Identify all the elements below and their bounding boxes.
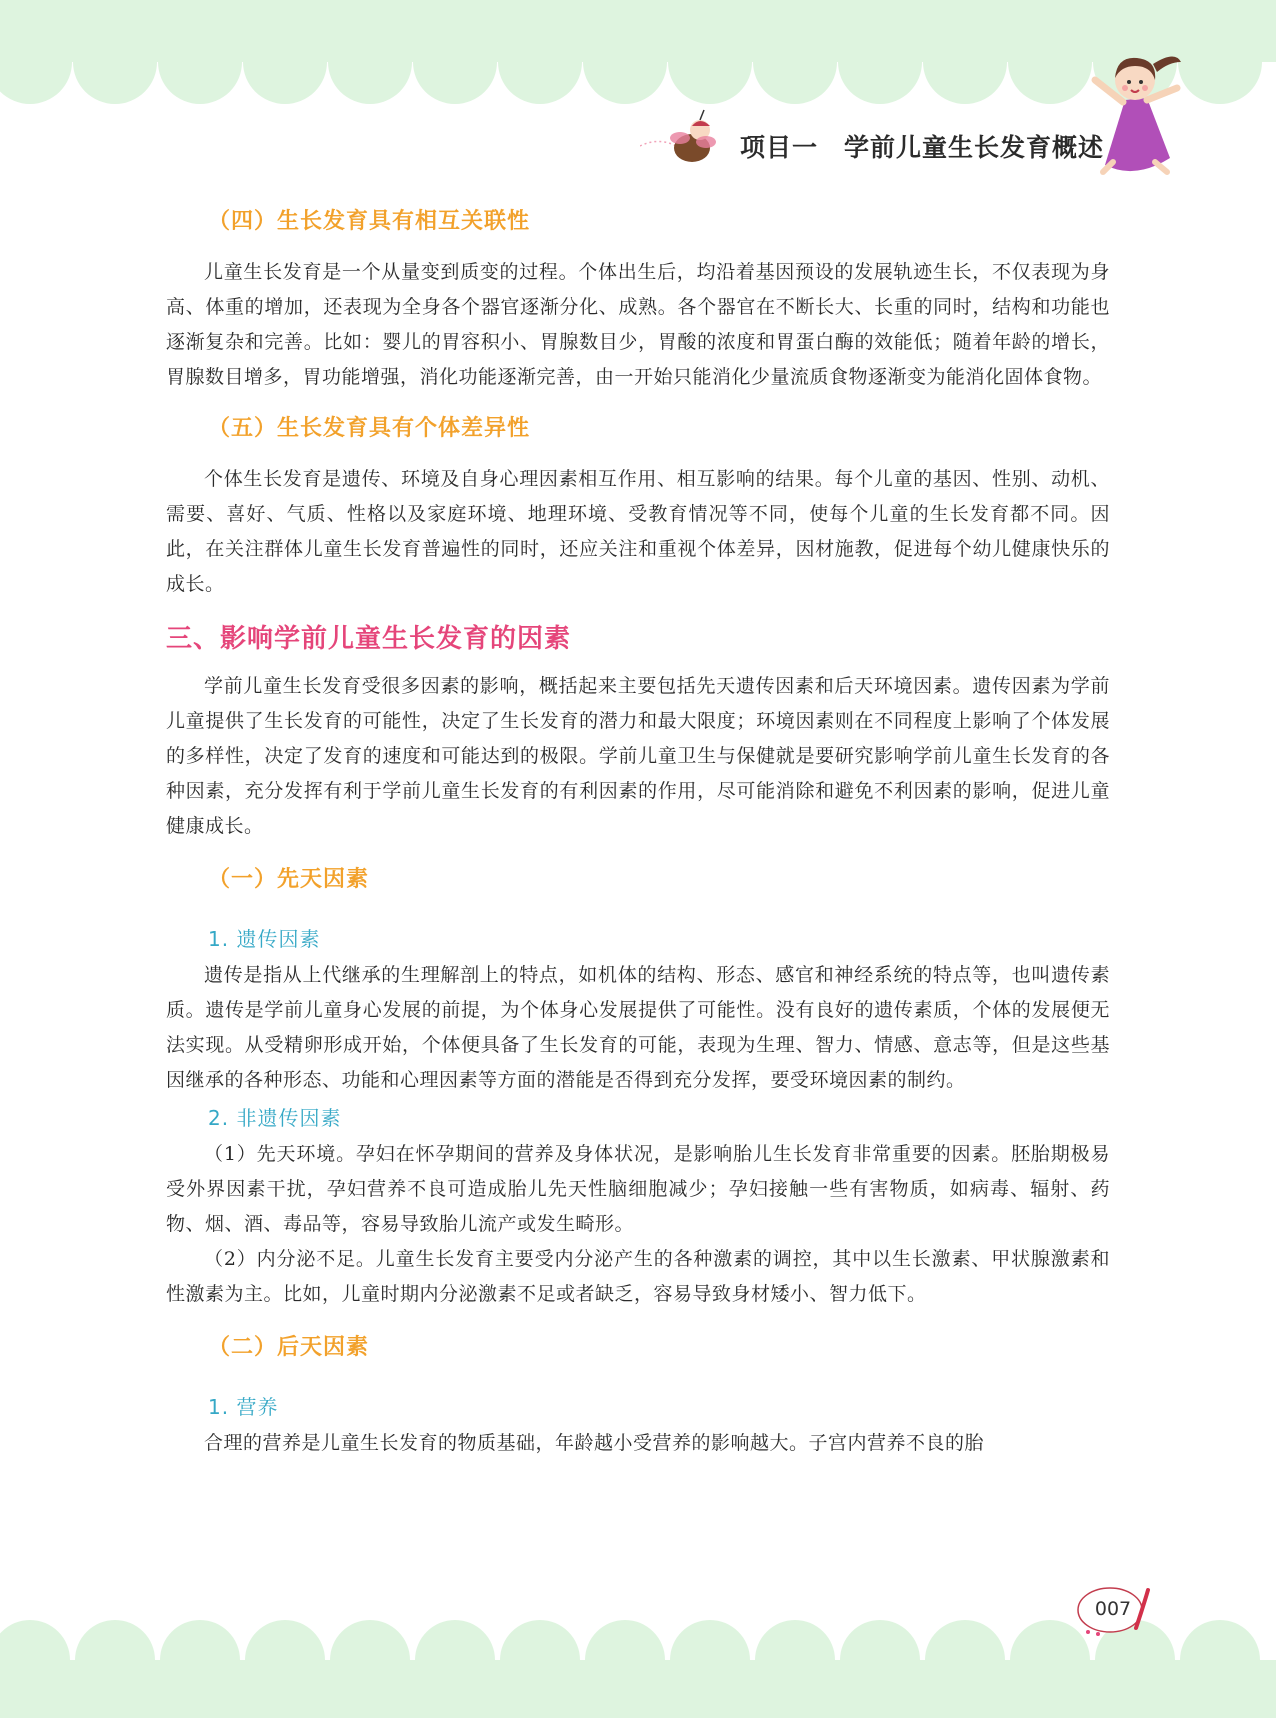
page-number: 007 <box>1094 1598 1132 1620</box>
subsection-heading-1: （一）先天因素 <box>208 867 370 892</box>
page-content <box>166 204 1110 1461</box>
section-heading-5: （五）生长发育具有个体差异性 <box>208 416 531 441</box>
chapter-heading-3: 三、影响学前儿童生长发育的因素 <box>166 624 572 654</box>
paragraph: 儿童生长发育是一个从量变到质变的过程。个体出生后，均沿着基因预设的发展轨迹生长，不仅表现为身高、体重的增加，还表现为全身各个器官逐渐分化、成熟。各个器官在不断长大、长重的同时，结构和功能也逐渐复杂和完善。比如：婴儿的胃容积小、胃腺数目少，胃酸的浓度和胃蛋白酶的效能低；随着年龄的增长，胃腺数目增多，胃功能增强，消化功能逐渐完善，由一开始只能消化少量流质食物逐渐变为能消化固体食物。 <box>166 261 1110 388</box>
paragraph: 学前儿童生长发育受很多因素的影响，概括起来主要包括先天遗传因素和后天环境因素。遗传因素为学前儿童提供了生长发育的可能性，决定了生长发育的潜力和最大限度；环境因素则在不同程度上影响了个体发展的多样性，决定了发育的速度和可能达到的极限。学前儿童卫生与保健就是要研究影响学前儿童生长发育的各种因素，充分发挥有利于学前儿童生长发育的有利因素的作用，尽可能消除和避免不利因素的影响，促进儿童健康成长。 <box>166 675 1110 837</box>
running-header <box>740 128 1105 164</box>
item-heading-non-genetic: 2. 非遗传因素 <box>208 1106 342 1130</box>
subsection-heading-2: （二）后天因素 <box>208 1335 370 1360</box>
paragraph: 合理的营养是儿童生长发育的物质基础，年龄越小受营养的影响越大。子宫内营养不良的胎 <box>204 1432 985 1454</box>
paragraph: （2）内分泌不足。儿童生长发育主要受内分泌产生的各种激素的调控，其中以生长激素、甲状腺激素和性激素为主。比如，儿童时期内分泌激素不足或者缺乏，容易导致身材矮小、智力低下。 <box>166 1248 1110 1305</box>
item-heading-genetic: 1. 遗传因素 <box>208 927 321 951</box>
header-chapter-title: 学前儿童生长发育概述 <box>844 133 1105 162</box>
header-project: 项目一 <box>740 133 819 162</box>
paragraph: （1）先天环境。孕妇在怀孕期间的营养及身体状况，是影响胎儿生长发育非常重要的因素。胚胎期极易受外界因素干扰，孕妇营养不良可造成胎儿先天性脑细胞减少；孕妇接触一些有害物质，如病毒、辐射、药物、烟、酒、毒品等，容易导致胎儿流产或发生畸形。 <box>166 1143 1110 1235</box>
paragraph: 个体生长发育是遗传、环境及自身心理因素相互作用、相互影响的结果。每个儿童的基因、性别、动机、需要、喜好、气质、性格以及家庭环境、地理环境、受教育情况等不同，使每个儿童的生长发育都不同。因此，在关注群体儿童生长发育普遍性的同时，还应关注和重视个体差异，因材施教，促进每个幼儿健康快乐的成长。 <box>166 468 1110 595</box>
item-heading-nutrition: 1. 营养 <box>208 1395 279 1419</box>
ladybug-illustration <box>640 106 730 176</box>
paragraph: 遗传是指从上代继承的生理解剖上的特点，如机体的结构、形态、感官和神经系统的特点等，也叫遗传素质。遗传是学前儿童身心发展的前提，为个体身心发展提供了可能性。没有良好的遗传素质，个体的发展便无法实现。从受精卵形成开始，个体便具备了生长发育的可能，表现为生理、智力、情感、意志等，但是这些基因继承的各种形态、功能和心理因素等方面的潜能是否得到充分发挥，要受环境因素的制约。 <box>166 964 1110 1091</box>
section-heading-4: （四）生长发育具有相互关联性 <box>208 209 531 234</box>
